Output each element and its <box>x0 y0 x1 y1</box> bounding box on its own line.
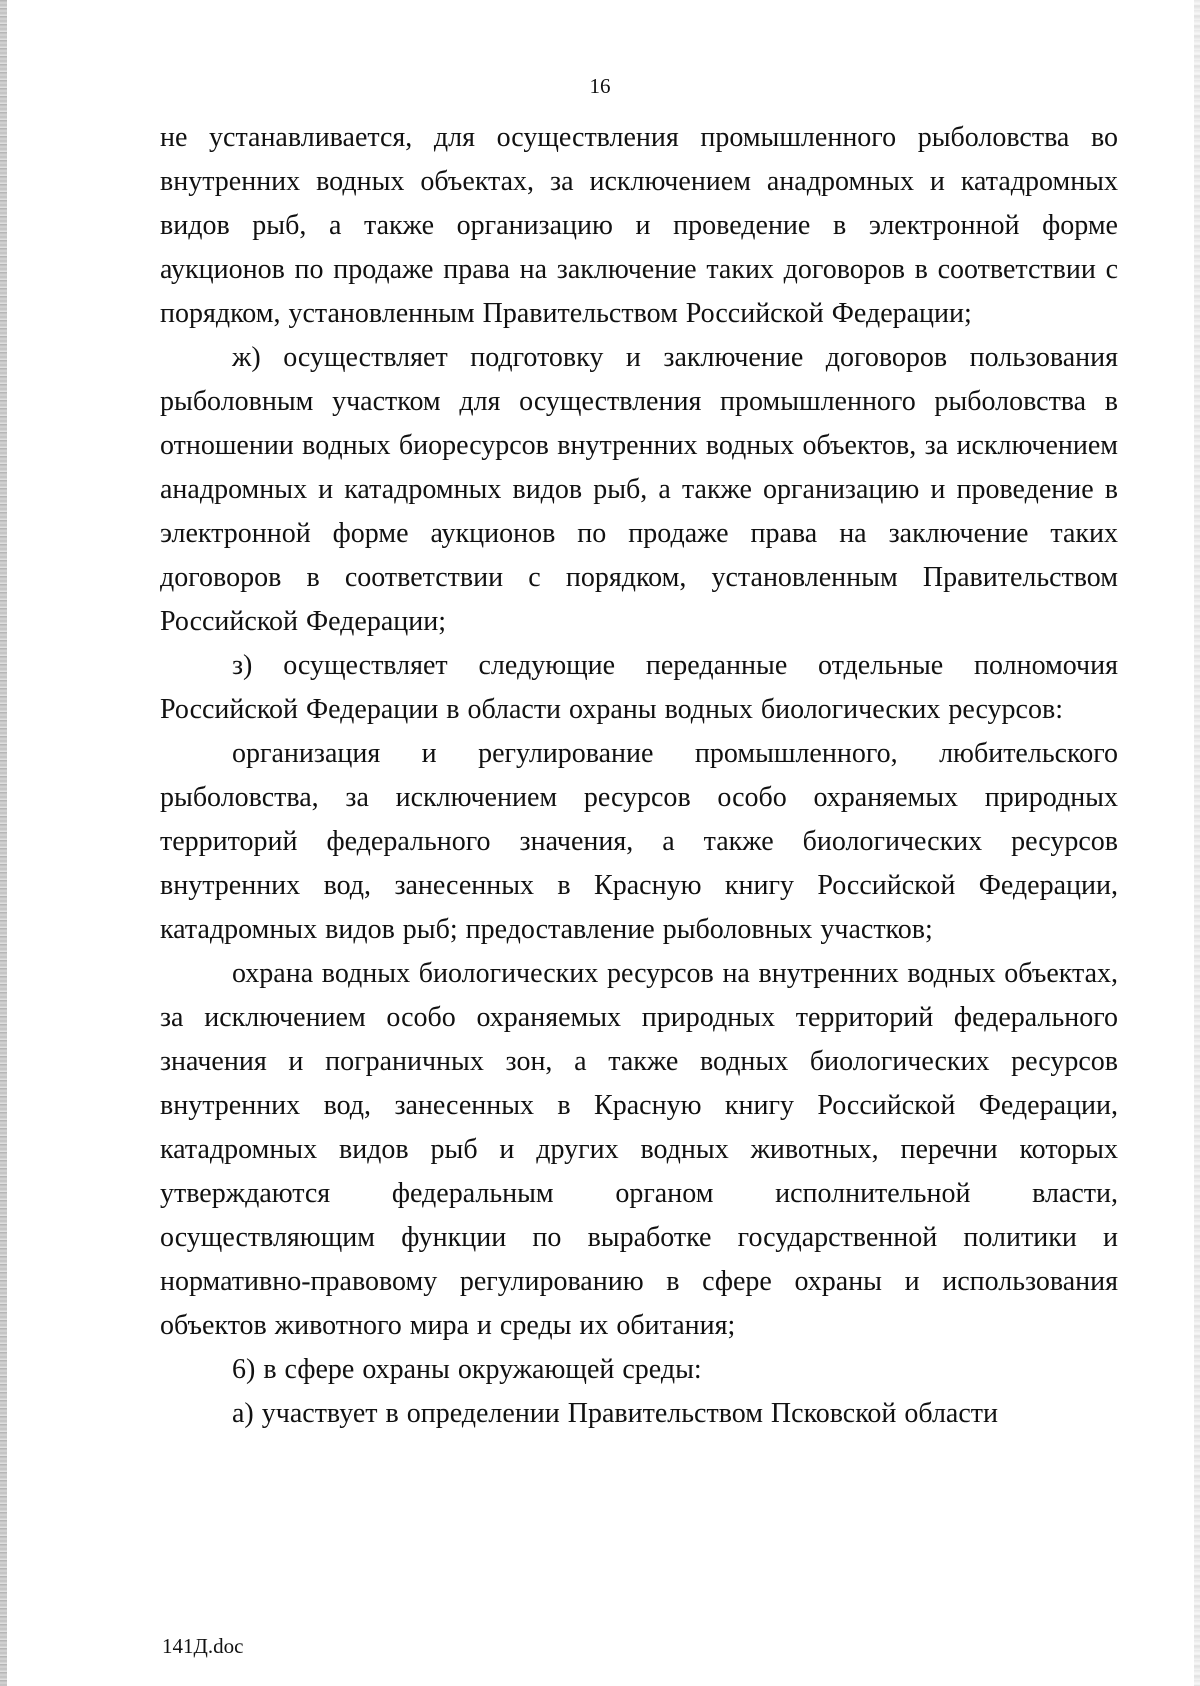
page-number: 16 <box>589 74 611 98</box>
paragraph-fishing-regulation: организация и регулирование промышленного, любительского рыболовства, за исключением ресурсов особо охраняемых природных территорий федерального значения, а также биологических ресурсов внутренних вод, занесенных в Красную книгу Российской Федерации, катадромных видов рыб; предоставление рыболовных участков; <box>160 738 1118 945</box>
footer-filename: 141Д.doc <box>162 1634 244 1658</box>
paragraph-item-zh: ж) осуществляет подготовку и заключение договоров пользования рыболовным участком для осуществления промышленного рыболовства в отношении водных биоресурсов внутренних водных объектов, за исключением анадромных и катадромных видов рыб, а также организацию и проведение в электронной форме аукционов по продаже права на заключение таких договоров в соответствии с порядком, установленным Правительством Российской Федерации; <box>160 342 1118 637</box>
paragraph-continuation: не устанавливается, для осуществления промышленного рыболовства во внутренних водных объектах, за исключением анадромных и катадромных видов рыб, а также организацию и проведение в электронной форме аукционов по продаже права на заключение таких договоров в соответствии с порядком, установленным Правительством Российской Федерации; <box>160 122 1118 329</box>
paragraph-section-6: 6) в сфере охраны окружающей среды: <box>232 1354 702 1385</box>
document-body <box>160 116 1118 1436</box>
paragraph-bioresources-protection: охрана водных биологических ресурсов на внутренних водных объектах, за исключением особо охраняемых природных территорий федерального значения и пограничных зон, а также водных биологических ресурсов внутренних вод, занесенных в Красную книгу Российской Федерации, катадромных видов рыб и других водных животных, перечни которых утверждаются федеральным органом исполнительной власти, осуществляющим функции по выработке государственной политики и нормативно-правовому регулированию в сфере охраны и использования объектов животного мира и среды их обитания; <box>160 958 1118 1341</box>
paragraph-item-z: з) осуществляет следующие переданные отдельные полномочия Российской Федерации в области охраны водных биологических ресурсов: <box>160 650 1118 725</box>
paragraph-item-a: а) участвует в определении Правительством Псковской области <box>232 1398 998 1429</box>
scan-edge-right <box>1194 0 1200 1686</box>
scan-edge-left <box>0 0 7 1686</box>
